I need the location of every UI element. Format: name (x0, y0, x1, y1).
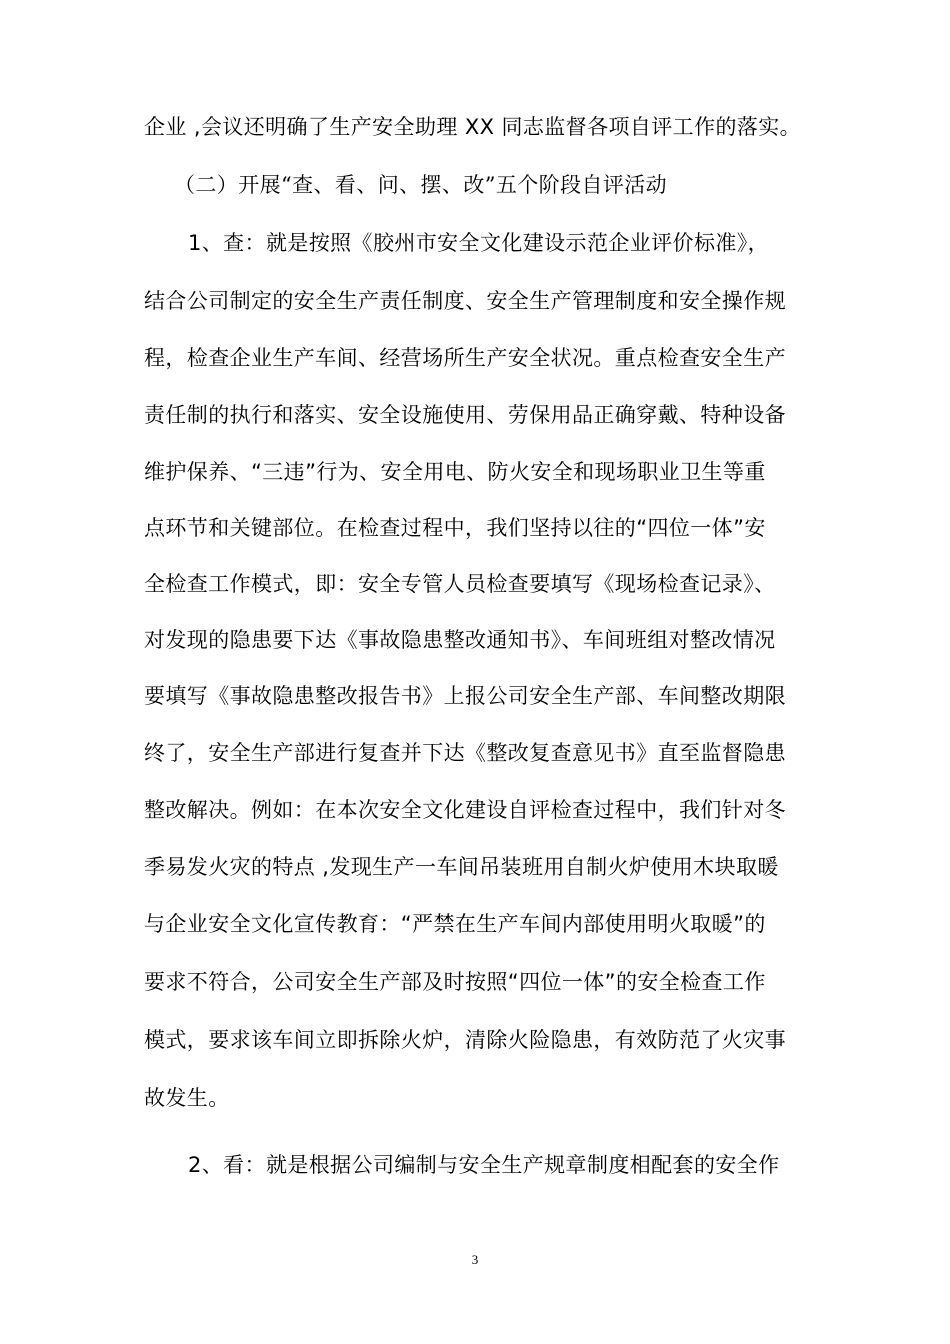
text-line-17: 模式，要求该车间立即拆除火炉，清除火险隐患，有效防范了火灾事 (144, 1028, 786, 1052)
text-line-12: 终了，安全生产部进行复查并下达《整改复查意见书》直至监督隐患 (144, 741, 786, 765)
text-line-11: 要填写《事故隐患整改报告书》上报公司安全生产部、车间整改期限 (144, 684, 786, 708)
text-line-10: 对发现的隐患要下达《事故隐患整改通知书》、车间班组对整改情况 (144, 628, 776, 652)
text-line-15: 与企业安全文化宣传教育：“严禁在生产车间内部使用明火取暖”的 (144, 912, 766, 936)
text-line-6: 责任制的执行和落实、安全设施使用、劳保用品正确穿戴、特种设备 (144, 403, 786, 427)
text-line-14: 季易发火灾的特点 ,发现生产一车间吊装班用自制火炉使用木块取暖 (144, 855, 779, 879)
text-line-3: 1、查：就是按照《胶州市安全文化建设示范企业评价标准》， (188, 231, 770, 255)
text-line-8: 点环节和关键部位。在检查过程中，我们坚持以往的“四位一体”安 (144, 516, 766, 540)
text-line-18: 故发生。 (144, 1086, 230, 1110)
text-line-4: 结合公司制定的安全生产责任制度、安全生产管理制度和安全操作规 (144, 289, 786, 313)
text-line-16: 要求不符合，公司安全生产部及时按照“四位一体”的安全检查工作 (144, 970, 766, 994)
text-line-1: 企业 ,会议还明确了生产安全助理 XX 同志监督各项自评工作的落实。 (144, 115, 802, 139)
section-heading: （二）开展“查、看、问、摆、改”五个阶段自评活动 (174, 173, 668, 197)
text-line-9: 全检查工作模式，即：安全专管人员检查要填写《现场检查记录》、 (144, 572, 776, 596)
page-number: 3 (471, 1252, 479, 1267)
text-line-13: 整改解决。例如：在本次安全文化建设自评检查过程中，我们针对冬 (144, 798, 786, 822)
text-line-19: 2、看：就是根据公司编制与安全生产规章制度相配套的安全作 (188, 1153, 780, 1177)
text-line-7: 维护保养、“三违”行为、安全用电、防火安全和现场职业卫生等重 (144, 460, 766, 484)
text-line-5: 程，检查企业生产车间、经营场所生产安全状况。重点检查安全生产 (144, 346, 786, 370)
